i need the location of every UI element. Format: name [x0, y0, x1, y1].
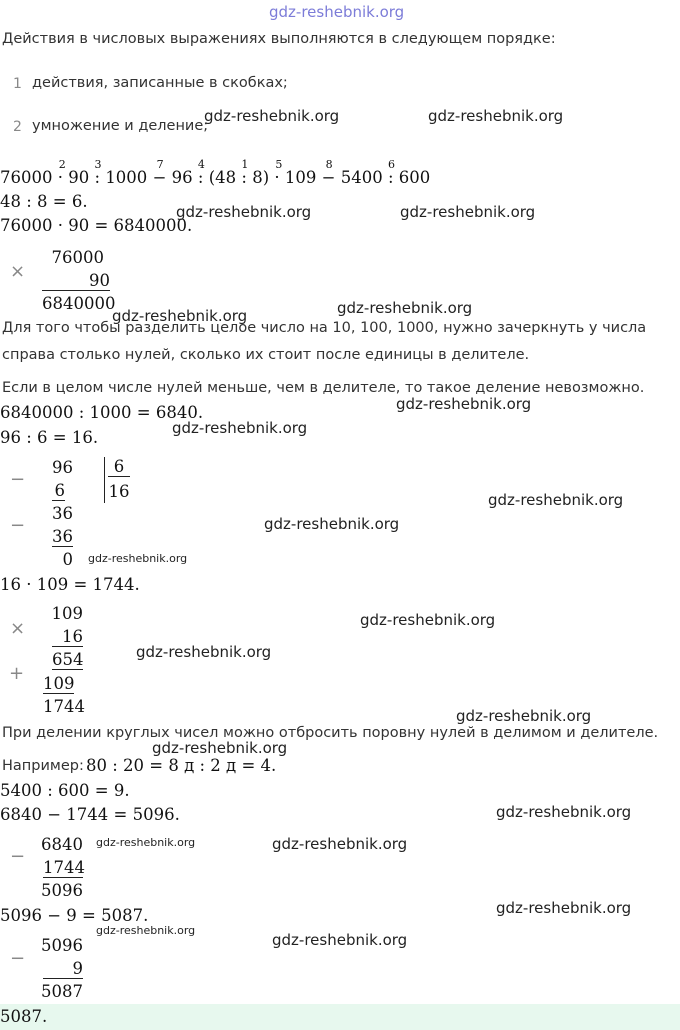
- expr-op: : 3: [94, 158, 102, 187]
- partial-product: 654: [52, 650, 84, 669]
- multiply-sign: ×: [10, 618, 26, 639]
- rule-2-number: 2: [13, 119, 22, 135]
- multiply-sign: ×: [10, 261, 26, 282]
- watermark: gdz-reshebnik.org: [136, 643, 272, 661]
- watermark: gdz-reshebnik.org: [112, 307, 248, 325]
- rule-1-number: 1: [13, 76, 22, 92]
- expr-part: 600: [398, 168, 431, 187]
- step-6840-minus-1744: 6840 − 1744 = 5096.: [0, 805, 180, 824]
- watermark: gdz-reshebnik.org: [337, 299, 473, 317]
- watermark: gdz-reshebnik.org: [204, 107, 340, 125]
- watermark: gdz-reshebnik.org: [496, 899, 632, 917]
- watermark: gdz-reshebnik.org: [264, 515, 400, 533]
- column-operand: 76000: [51, 248, 104, 267]
- step-16-mul-109: 16 · 109 = 1744.: [0, 575, 140, 594]
- expr-op: : 6: [387, 158, 395, 187]
- watermark: gdz-reshebnik.org: [396, 395, 532, 413]
- watermark: gdz-reshebnik.org: [496, 803, 632, 821]
- step-96-div-6: 96 : 6 = 16.: [0, 428, 99, 447]
- expr-op: : 4: [197, 158, 205, 187]
- answer-highlight: [0, 1004, 680, 1030]
- dividend: 96: [52, 458, 73, 477]
- zero-remainder: 0: [62, 550, 73, 569]
- watermark: gdz-reshebnik.org: [456, 707, 592, 725]
- watermark-top: gdz-reshebnik.org: [269, 3, 405, 21]
- column-result: 1744: [43, 697, 85, 716]
- divisor: 6: [108, 457, 130, 477]
- order-number: 2: [58, 158, 66, 171]
- expr-part: 90: [68, 168, 90, 187]
- column-operand: 16: [52, 627, 83, 647]
- column-subtrahend: 9: [43, 959, 83, 979]
- quotient: 16: [108, 482, 130, 501]
- example-label: Например:: [2, 758, 84, 774]
- order-number: 6: [387, 158, 395, 171]
- step-48-div-8: 48 : 8 = 6.: [0, 192, 88, 211]
- column-operand: 90: [42, 271, 110, 291]
- order-number: 5: [275, 158, 283, 171]
- watermark: gdz-reshebnik.org: [428, 107, 564, 125]
- expr-part: 96: [171, 168, 193, 187]
- watermark: gdz-reshebnik.org: [272, 835, 408, 853]
- watermark: gdz-reshebnik.org: [488, 491, 624, 509]
- remainder: 36: [52, 504, 73, 523]
- expr-part: 5400: [340, 168, 383, 187]
- plus-sign: +: [9, 663, 25, 684]
- expr-op: − 7: [152, 158, 167, 187]
- column-result: 5096: [41, 881, 83, 900]
- expr-part: 8): [252, 168, 270, 187]
- minus-sign: −: [10, 948, 26, 969]
- column-minuend: 5096: [41, 936, 83, 955]
- order-number: 3: [94, 158, 102, 171]
- watermark: gdz-reshebnik.org: [88, 552, 188, 565]
- rule-div-zeros-line2: справа столько нулей, сколько их стоит после единицы в делителе.: [2, 347, 530, 363]
- order-number: 8: [325, 158, 333, 171]
- rule-div-zeros-line3: Если в целом числе нулей меньше, чем в делителе, то такое деление невозможно.: [2, 380, 645, 396]
- rule-2-text: умножение и деление;: [32, 118, 209, 134]
- minus-sign: −: [10, 469, 26, 490]
- expr-op: · 2: [57, 158, 66, 187]
- rule-1-text: действия, записанные в скобках;: [32, 75, 288, 91]
- watermark: gdz-reshebnik.org: [96, 836, 196, 849]
- watermark: gdz-reshebnik.org: [272, 931, 408, 949]
- expr-part: 109: [284, 168, 317, 187]
- intro-text: Действия в числовых выражениях выполняются в следующем порядке:: [2, 31, 556, 47]
- watermark: gdz-reshebnik.org: [400, 203, 536, 221]
- column-result: 5087: [41, 982, 83, 1001]
- column-operand: 109: [51, 604, 83, 623]
- rule-div-zeros-line1: Для того чтобы разделить целое число на 10, 100, 1000, нужно зачеркнуть у числа: [2, 320, 647, 336]
- expr-op: : 1: [241, 158, 249, 187]
- minus-sign: −: [10, 846, 26, 867]
- main-expression: [0, 158, 431, 187]
- minus-sign: −: [10, 515, 26, 536]
- column-subtrahend: 1744: [43, 858, 85, 877]
- step-5096-minus-9: 5096 − 9 = 5087.: [0, 906, 149, 925]
- expr-op: − 8: [321, 158, 336, 187]
- expr-op: · 5: [274, 158, 283, 187]
- watermark: gdz-reshebnik.org: [172, 419, 308, 437]
- column-result: 6840000: [42, 294, 116, 313]
- watermark: gdz-reshebnik.org: [96, 924, 196, 937]
- expr-part: (48: [208, 168, 237, 187]
- example-expression: 80 : 20 = 8 д : 2 д = 4.: [86, 756, 277, 775]
- subtrahend: 6: [52, 481, 65, 501]
- order-number: 4: [197, 158, 205, 171]
- step-76000-mul-90: 76000 · 90 = 6840000.: [0, 216, 193, 235]
- expr-part: 1000: [105, 168, 148, 187]
- watermark: gdz-reshebnik.org: [152, 739, 288, 757]
- order-number: 1: [241, 158, 249, 171]
- step-6840000-div-1000: 6840000 : 1000 = 6840.: [0, 403, 204, 422]
- expr-part: 76000: [0, 168, 53, 187]
- final-answer: 5087.: [0, 1007, 48, 1026]
- subtrahend: 36: [52, 527, 73, 546]
- step-5400-div-600: 5400 : 600 = 9.: [0, 781, 130, 800]
- partial-product: 109: [43, 674, 75, 693]
- division-bracket: [104, 457, 105, 503]
- column-minuend: 6840: [41, 835, 83, 854]
- watermark: gdz-reshebnik.org: [176, 203, 312, 221]
- watermark: gdz-reshebnik.org: [360, 611, 496, 629]
- order-number: 7: [156, 158, 164, 171]
- rule-round-numbers: При делении круглых чисел можно отбросить поровну нулей в делимом и делителе.: [2, 725, 659, 741]
